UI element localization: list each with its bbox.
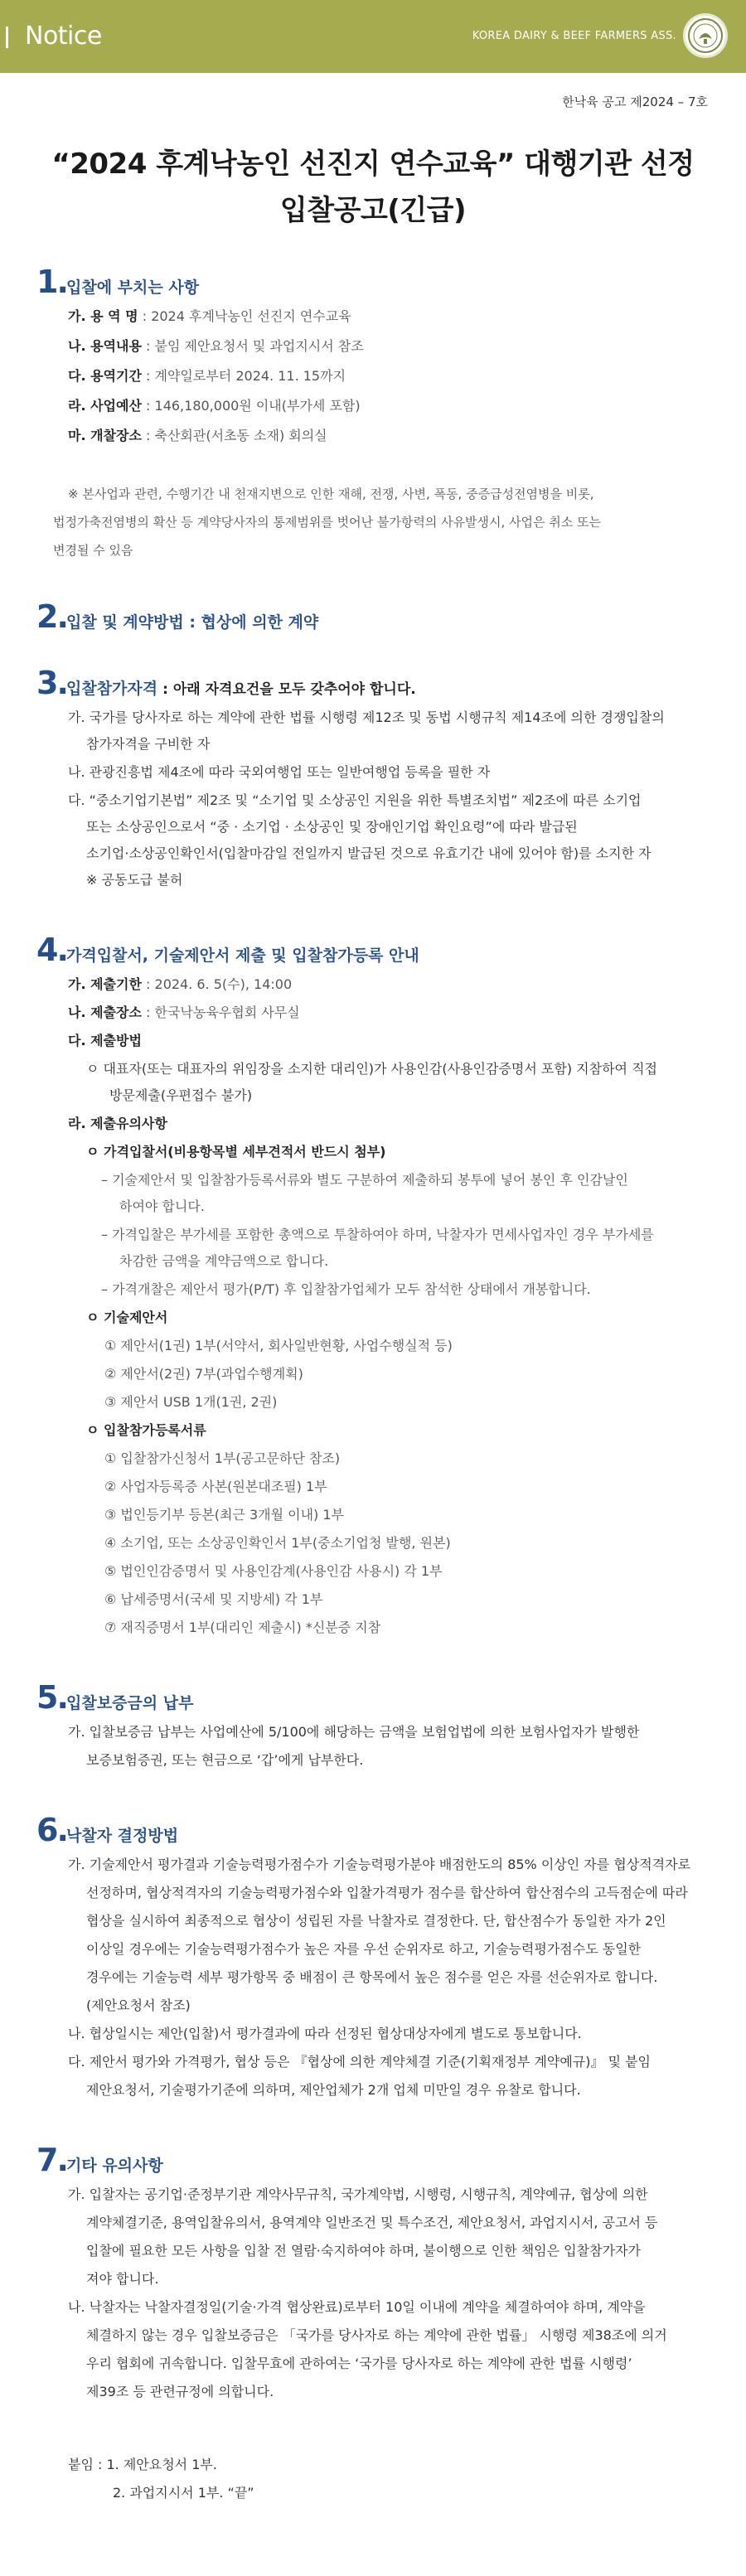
s4-method-line: 방문제출(우편접수 불가) bbox=[109, 1087, 253, 1103]
org-name: KOREA DAIRY & BEEF FARMERS ASS. bbox=[472, 30, 676, 42]
section-title: 가격입찰서, 기술제안서 제출 및 입찰참가등록 안내 bbox=[66, 947, 419, 965]
s4-tech-line: ③ 제안서 USB 1개(1권, 2권) bbox=[104, 1394, 278, 1410]
s3-line: 또는 소상공인으로서 “중 · 소기업 · 소상공인 및 장애인기업 확인요령”에 따라 발급된 bbox=[86, 819, 578, 835]
s4-reg-line: ⑦ 재직증명서 1부(대리인 제출시) *신분증 지참 bbox=[104, 1620, 381, 1635]
section-number: 2. bbox=[36, 598, 67, 635]
s4-place: 나. 제출장소 : 한국낙농육우협회 사무실 bbox=[68, 1005, 300, 1020]
s6-line: 선정하며, 협상적격자의 기술능력평가점수와 입찰가격평가 점수를 합산하여 합산점수의 고득점순에 따라 bbox=[86, 1885, 688, 1901]
s4-price-head: ㅇ 가격입찰서(비용항목별 세부견적서 반드시 첨부) bbox=[86, 1144, 386, 1160]
s4-reg-line: ③ 법인등기부 등본(최근 3개월 이내) 1부 bbox=[104, 1507, 345, 1523]
s7-line: 계약체결기준, 용역입찰유의서, 용역계약 일반조건 및 특수조건, 제안요청서, 과업지시서, 공고서 등 bbox=[86, 2215, 658, 2230]
title-line-2: 입찰공고(긴급) bbox=[279, 194, 467, 227]
s4-reg-line: ④ 소기업, 또는 소상공인확인서 1부(중소기업청 발행, 원본) bbox=[104, 1535, 451, 1551]
attachment-line: 붙임 : 1. 제안요청서 1부. bbox=[68, 2457, 217, 2472]
s4-price-line: 하여야 합니다. bbox=[119, 1198, 205, 1214]
s4-method-line: ㅇ 대표자(또는 대표자의 위임장을 소지한 대리인)가 사용인감(사용인감증명서 포함) 지참하여 직접 bbox=[86, 1061, 657, 1077]
s1-note-line: ※ 본사업과 관련, 수행기간 내 천재지변으로 인한 재해, 전쟁, 사변, 폭동, 중증급성전염병을 비롯, bbox=[68, 487, 594, 501]
s7-line: 입찰에 필요한 모든 사항을 입찰 전 열람·숙지하여야 하며, 불이행으로 인한 책임은 입찰참가자가 bbox=[86, 2243, 641, 2259]
header-title: Notice bbox=[25, 22, 102, 51]
s1-note-line: 변경될 수 있음 bbox=[53, 543, 133, 558]
s1-note-line: 법정가축전염병의 확산 등 계약당사자의 통제범위를 벗어난 불가항력의 사유발생시, 사업은 취소 또는 bbox=[53, 515, 602, 530]
section-title: 기타 유의사항 bbox=[66, 2157, 163, 2175]
s4-tech-head: ㅇ 기술제안서 bbox=[86, 1310, 168, 1325]
s4-method-label: 다. 제출방법 bbox=[68, 1033, 142, 1048]
section-number: 6. bbox=[36, 1812, 67, 1848]
s3-line: ※ 공동도급 불허 bbox=[86, 872, 183, 888]
s5-line: 보증보험증권, 또는 현금으로 ‘갑’에게 납부한다. bbox=[86, 1752, 364, 1768]
section-number: 1. bbox=[36, 264, 67, 300]
section-title: 입찰보증금의 납부 bbox=[66, 1694, 194, 1712]
title-divider bbox=[0, 27, 8, 48]
association-seal-icon bbox=[683, 13, 728, 58]
section-number: 3. bbox=[36, 665, 67, 701]
s4-price-line: – 가격입찰은 부가세를 포함한 총액으로 투찰하여야 하며, 낙찰자가 면세사업자인 경우 부가세를 bbox=[101, 1227, 654, 1242]
s4-caution-label: 라. 제출유의사항 bbox=[68, 1116, 167, 1131]
s6-line: 나. 협상일시는 제안(입찰)서 평가결과에 따라 선정된 협상대상자에게 별도로 통보합니다. bbox=[68, 2026, 582, 2041]
section-7-heading bbox=[36, 2142, 163, 2178]
s4-price-line: 차감한 금액을 계약금액으로 합니다. bbox=[119, 1253, 329, 1269]
header-banner bbox=[0, 0, 746, 73]
title-line-1: “2024 후계낙농인 선진지 연수교육” 대행기관 선정 bbox=[51, 148, 695, 181]
section-4-heading bbox=[36, 932, 419, 968]
notice-number: 한낙육 공고 제2024 – 7호 bbox=[562, 94, 708, 109]
attachment-line: 2. 과업지시서 1부. “끝” bbox=[113, 2485, 254, 2501]
s3-line: 나. 관광진흥법 제4조에 따라 국외여행업 또는 일반여행업 등록을 필한 자 bbox=[68, 764, 491, 780]
s7-line: 가. 입찰자는 공기업·준정부기관 계약사무규칙, 국가계약법, 시행령, 시행규칙, 계약예규, 협상에 의한 bbox=[68, 2186, 648, 2202]
s4-tech-line: ② 제안서(2권) 7부(과업수행계획) bbox=[104, 1366, 303, 1382]
s1-item: 라. 사업예산 : 146,180,000원 이내(부가세 포함) bbox=[68, 398, 361, 414]
section-3-heading bbox=[36, 665, 416, 701]
s7-line: 나. 낙찰자는 낙찰자결정일(기술·가격 협상완료)로부터 10일 이내에 계약을 체결하여야 하며, 계약을 bbox=[68, 2299, 646, 2315]
s6-line: 제안요청서, 기술평가기준에 의하며, 제안업체가 2개 업체 미만일 경우 유찰로 합니다. bbox=[86, 2082, 581, 2098]
s7-line: 우리 협회에 귀속합니다. 입찰무효에 관하여는 ‘국가를 당사자로 하는 계약에 관한 법률 시행령’ bbox=[86, 2356, 632, 2371]
s3-line: 소기업·소상공인확인서(입찰마감일 전일까지 발급된 것으로 유효기간 내에 있어야 함)를 소지한 자 bbox=[86, 845, 652, 861]
page-title bbox=[0, 141, 746, 234]
section-title: 입찰에 부치는 사항 bbox=[66, 278, 200, 297]
s3-line: 가. 국가를 당사자로 하는 계약에 관한 법률 시행령 제12조 및 동법 시행규칙 제14조에 의한 경쟁입찰의 bbox=[68, 709, 665, 725]
section-number: 4. bbox=[36, 932, 67, 968]
s7-line: 제39조 등 관련규정에 의합니다. bbox=[86, 2384, 274, 2399]
section-6-heading bbox=[36, 1812, 178, 1848]
section-5-heading bbox=[36, 1679, 193, 1716]
section-subtitle: : 아래 자격요건을 모두 갖추어야 합니다. bbox=[162, 681, 416, 698]
s3-line: 참가자격을 구비한 자 bbox=[86, 736, 211, 752]
s4-reg-head: ㅇ 입찰참가등록서류 bbox=[86, 1422, 206, 1438]
section-1-heading bbox=[36, 264, 199, 300]
s4-reg-line: ⑥ 납세증명서(국세 및 지방세) 각 1부 bbox=[104, 1591, 323, 1607]
s5-line: 가. 입찰보증금 납부는 사업예산에 5/100에 해당하는 금액을 보험업법에 의한 보험사업자가 발행한 bbox=[68, 1724, 640, 1740]
s7-line: 체결하지 않는 경우 입찰보증금은 「국가를 당사자로 하는 계약에 관한 법률」 시행령 제38조에 의거 bbox=[86, 2327, 667, 2343]
s1-item: 마. 개찰장소 : 축산회관(서초동 소재) 회의실 bbox=[68, 428, 327, 443]
s4-reg-line: ① 입찰참가신청서 1부(공고문하단 참조) bbox=[104, 1450, 341, 1466]
s4-deadline: 가. 제출기한 : 2024. 6. 5(수), 14:00 bbox=[68, 976, 293, 992]
s3-line: 다. “중소기업기본법” 제2조 및 “소기업 및 소상공인 지원을 위한 특별조치법” 제2조에 따른 소기업 bbox=[68, 792, 642, 808]
s1-item: 나. 용역내용 : 붙임 제안요청서 및 과업지시서 참조 bbox=[68, 338, 364, 354]
section-number: 5. bbox=[36, 1679, 67, 1716]
section-title: 낙찰자 결정방법 bbox=[66, 1827, 179, 1845]
s4-reg-line: ② 사업자등록증 사본(원본대조필) 1부 bbox=[104, 1479, 327, 1494]
s6-line: 이상일 경우에는 기술능력평가점수가 높은 자를 우선 순위자로 하고, 기술능력평가점수도 동일한 bbox=[86, 1941, 642, 1957]
s6-line: 다. 제안서 평가와 가격평가, 협상 등은 『협상에 의한 계약체결 기준(기획재정부 계약예규)』 및 붙임 bbox=[68, 2054, 652, 2070]
s6-line: 가. 기술제안서 평가결과 기술능력평가점수가 기술능력평가분야 배점한도의 85% 이상인 자를 협상적격자로 bbox=[68, 1857, 691, 1872]
s6-line: 경우에는 기술능력 세부 평가항목 중 배점이 큰 항목에서 높은 점수를 얻은 자를 선순위자로 합니다. bbox=[86, 1969, 658, 1985]
s1-item: 다. 용역기간 : 계약일로부터 2024. 11. 15까지 bbox=[68, 368, 346, 384]
s4-price-line: – 가격개찰은 제안서 평가(P/T) 후 입찰참가업체가 모두 참석한 상태에서 개봉합니다. bbox=[101, 1281, 591, 1297]
s4-price-line: – 기술제안서 및 입찰참가등록서류와 별도 구분하여 제출하되 봉투에 넣어 봉인 후 인감날인 bbox=[101, 1172, 628, 1188]
section-title: 입찰참가자격 bbox=[66, 680, 158, 698]
section-title: 입찰 및 계약방법 : 협상에 의한 계약 bbox=[66, 613, 319, 632]
s7-line: 져야 합니다. bbox=[86, 2271, 159, 2287]
s6-line: (제안요청서 참조) bbox=[86, 1997, 191, 2013]
s4-reg-line: ⑤ 법인인감증명서 및 사용인감계(사용인감 사용시) 각 1부 bbox=[104, 1563, 443, 1579]
s6-line: 협상을 실시하여 최종적으로 협상이 성립된 자를 낙찰자로 결정한다. 단, 합산점수가 동일한 자가 2인 bbox=[86, 1913, 666, 1929]
section-2-heading bbox=[36, 598, 318, 635]
section-number: 7. bbox=[36, 2142, 67, 2178]
s1-item: 가. 용 역 명 : 2024 후계낙농인 선진지 연수교육 bbox=[68, 308, 351, 324]
s4-tech-line: ① 제안서(1권) 1부(서약서, 회사일반현황, 사업수행실적 등) bbox=[104, 1338, 453, 1353]
